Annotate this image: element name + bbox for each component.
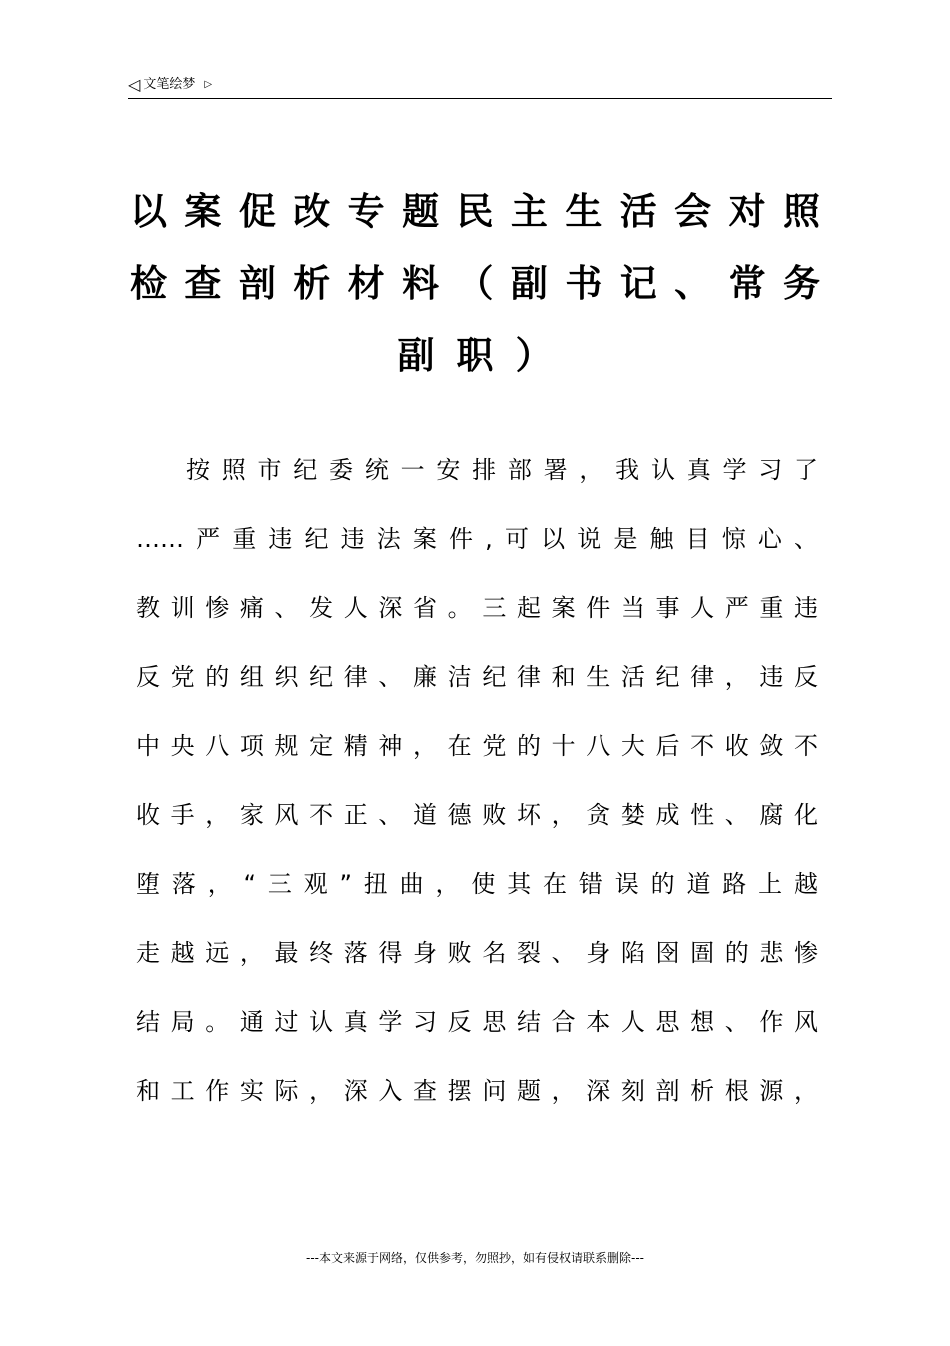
triangle-right-icon: ▷ xyxy=(204,79,213,90)
body-line: 收手，家风不正、道德败坏，贪婪成性、腐化 xyxy=(136,801,818,829)
title-line: 副职） xyxy=(397,334,575,377)
body-line: ……严重违纪违法案件,可以说是触目惊心、 xyxy=(136,525,818,553)
body-line: 反党的组织纪律、廉洁纪律和生活纪律，违反 xyxy=(136,663,818,691)
triangle-left-icon: ◁ xyxy=(128,75,141,94)
body-line: 结局。通过认真学习反思结合本人思想、作风 xyxy=(136,1008,818,1036)
body-line: 中央八项规定精神，在党的十八大后不收敛不 xyxy=(136,732,818,760)
body-line: 走越远，最终落得身败名裂、身陷囹圄的悲惨 xyxy=(136,939,818,967)
header-divider xyxy=(128,98,832,99)
title-line: 检查剖析材料（副书记、常务 xyxy=(130,262,820,305)
document-body xyxy=(136,436,818,1126)
body-line: 和工作实际，深入查摆问题，深刻剖析根源， xyxy=(136,1077,818,1105)
body-line: 堕落，“三观”扭曲，使其在错误的道路上越 xyxy=(136,870,818,898)
page-header xyxy=(128,76,832,100)
body-line: 按照市纪委统一安排部署，我认真学习了 xyxy=(186,456,818,484)
page-footer: ---本文来源于网络，仅供参考，勿照抄，如有侵权请联系删除--- xyxy=(306,1251,644,1265)
body-line: 教训惨痛、发人深省。三起案件当事人严重违 xyxy=(136,594,818,622)
title-line: 以案促改专题民主生活会对照 xyxy=(130,190,820,233)
document-title xyxy=(130,176,820,392)
header-text: 文笔绘梦 xyxy=(143,77,196,92)
header-brand xyxy=(128,76,212,94)
